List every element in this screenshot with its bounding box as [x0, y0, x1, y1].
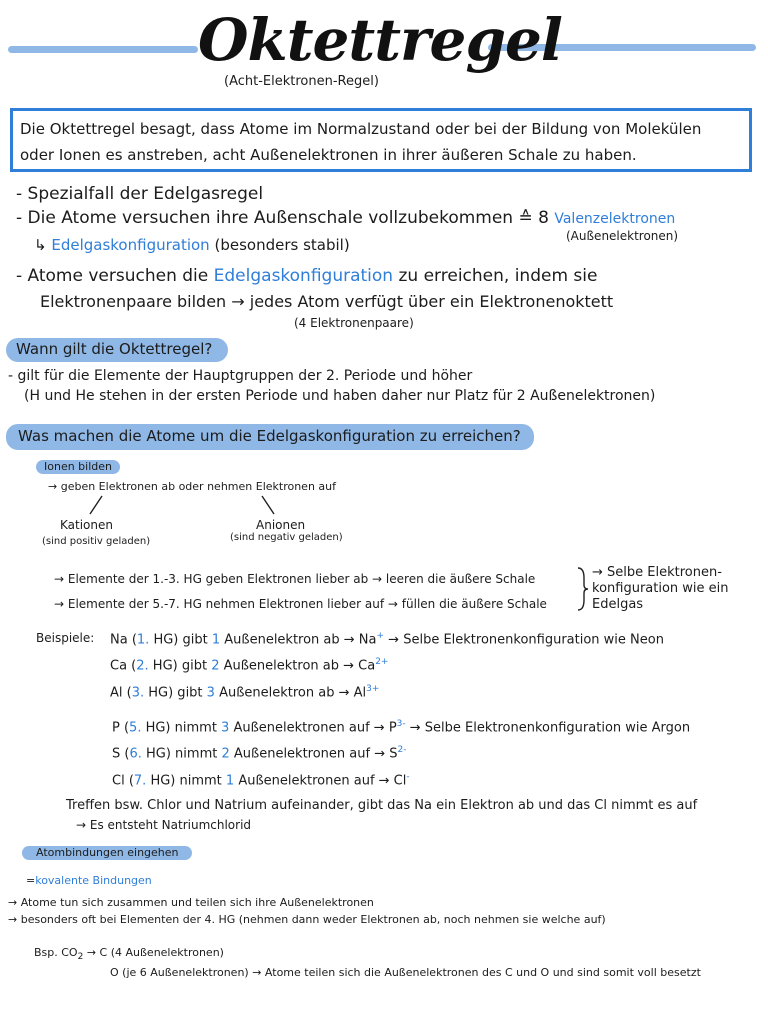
- example-note: → Selbe Elektronenkonfiguration wie Neon: [384, 632, 664, 648]
- example-count: 2: [221, 746, 230, 762]
- section-2-heading: Was machen die Atome um die Edelgaskonfiguration zu erreichen?: [18, 427, 521, 445]
- bonds-line-2: → besonders oft bei Elementen der 4. HG (nehmen dann weder Elektronen ab, noch nehmen sie welche auf): [8, 913, 606, 926]
- page-title: Oktettregel: [198, 6, 562, 74]
- section-1-line-2: (H und He stehen in der ersten Periode und haben daher nur Platz für 2 Außenelektronen): [24, 388, 656, 404]
- bonds-example-sub: 2: [77, 952, 84, 963]
- example-charge: 2+: [375, 657, 389, 667]
- point-2-valence: Valenzelektronen: [554, 211, 676, 227]
- point-3: [34, 236, 350, 254]
- point-3-arrow: ↳: [34, 236, 47, 254]
- example-verb: HG) gibt: [149, 632, 212, 648]
- example-count: 2: [211, 658, 220, 674]
- bonds-eq: =: [26, 874, 36, 887]
- example-element: P (: [112, 720, 130, 736]
- example-group: 1.: [136, 632, 150, 648]
- example-result: Außenelektron ab → Al: [214, 685, 367, 701]
- bonds-example-pre: Bsp. CO: [34, 946, 78, 959]
- example-count: 1: [211, 632, 221, 648]
- point-5: Elektronenpaare bilden → jedes Atom verfügt über ein Elektronenoktett: [40, 292, 614, 311]
- example-charge: +: [376, 631, 385, 641]
- example-row: [110, 631, 664, 647]
- example-element: Na (: [110, 632, 137, 648]
- bonds-line-1: → Atome tun sich zusammen und teilen sich ihre Außenelektronen: [8, 896, 374, 909]
- example-count: 3: [206, 685, 215, 701]
- example-result: Außenelektron ab → Ca: [219, 658, 376, 674]
- bonds-example-post: → C (4 Außenelektronen): [83, 946, 224, 959]
- point-4-edelgas: Edelgaskonfiguration: [213, 266, 394, 286]
- example-element: Cl (: [112, 773, 134, 789]
- example-group: 5.: [129, 720, 142, 736]
- bonds-example: [34, 946, 224, 962]
- example-element: S (: [112, 746, 130, 762]
- bonds-kovalent-text: kovalente Bindungen: [35, 874, 152, 887]
- example-row: [110, 657, 388, 673]
- anionen-label: Anionen: [256, 518, 306, 532]
- example-element: Ca (: [110, 658, 137, 674]
- example-result: Außenelektronen auf → Cl: [234, 773, 407, 789]
- example-count: 3: [221, 720, 230, 736]
- example-group: 6.: [129, 746, 142, 762]
- ions-rule-1: → Elemente der 1.-3. HG geben Elektronen lieber ab → leeren die äußere Schale: [54, 572, 536, 586]
- point-5-note: (4 Elektronenpaare): [294, 316, 414, 330]
- ions-brace: [576, 566, 590, 612]
- section-1-heading: Wann gilt die Oktettregel?: [16, 340, 213, 358]
- example-charge: 3-: [396, 719, 406, 729]
- point-1: - Spezialfall der Edelgasregel: [16, 184, 264, 204]
- bonds-label: Atombindungen eingehen: [36, 846, 179, 859]
- title-rule-left: [8, 46, 198, 53]
- examples-result: → Es entsteht Natriumchlorid: [76, 818, 252, 832]
- ions-desc: → geben Elektronen ab oder nehmen Elektronen auf: [48, 480, 336, 493]
- point-4-post: zu erreichen, indem sie: [398, 266, 598, 286]
- point-4-pre: - Atome versuchen die: [16, 266, 209, 286]
- point-3-stable: (besonders stabil): [214, 236, 350, 254]
- example-verb: HG) nimmt: [141, 720, 222, 736]
- example-group: 3.: [131, 685, 145, 701]
- example-verb: HG) nimmt: [141, 746, 222, 762]
- example-row: [112, 745, 406, 761]
- example-row: [110, 684, 379, 700]
- bonds-o-line: O (je 6 Außenelektronen) → Atome teilen sich die Außenelektronen des C und O und sind somit voll besetzt: [110, 966, 701, 979]
- section-1-line-1: - gilt für die Elemente der Hauptgruppen der 2. Periode und höher: [8, 368, 473, 384]
- example-result: Außenelektronen auf → P: [229, 720, 397, 736]
- ions-brace-note: → Selbe Elektronen- konfiguration wie ein Edelgas: [592, 565, 729, 612]
- bonds-kovalent: [26, 874, 152, 887]
- example-group: 2.: [136, 658, 149, 674]
- definition-line-1: Die Oktettregel besagt, dass Atome im Normalzustand oder bei der Bildung von Molekülen: [20, 120, 702, 138]
- examples-meet: Treffen bsw. Chlor und Natrium aufeinander, gibt das Na ein Elektron ab und das Cl nimmt es auf: [66, 798, 698, 813]
- example-note: → Selbe Elektronenkonfiguration wie Argon: [405, 720, 691, 736]
- example-charge: -: [406, 772, 410, 782]
- page-subtitle: (Acht-Elektronen-Regel): [224, 74, 379, 89]
- ions-label: Ionen bilden: [44, 460, 112, 473]
- example-row: [112, 772, 410, 788]
- examples-label: Beispiele:: [36, 631, 95, 645]
- example-verb: HG) gibt: [148, 658, 212, 674]
- anionen-note: (sind negativ geladen): [230, 532, 343, 543]
- example-group: 7.: [133, 773, 147, 789]
- kationen-label: Kationen: [60, 518, 113, 532]
- example-count: 1: [225, 773, 235, 789]
- point-2-note: (Außenelektronen): [566, 229, 679, 243]
- point-4: [16, 266, 597, 286]
- example-result: Außenelektronen auf → S: [229, 746, 398, 762]
- example-charge: 2-: [397, 745, 407, 755]
- example-result: Außenelektron ab → Na: [220, 632, 377, 648]
- example-verb: HG) gibt: [144, 685, 207, 701]
- point-3-edelgas: Edelgaskonfiguration: [51, 236, 210, 254]
- point-2-text: - Die Atome versuchen ihre Außenschale vollzubekommen ≙ 8: [16, 208, 549, 228]
- example-element: Al (: [110, 685, 132, 701]
- example-row: [112, 719, 690, 735]
- ions-branch-lines: [80, 494, 280, 518]
- point-2: [16, 208, 675, 228]
- definition-line-2: oder Ionen es anstreben, acht Außenelektronen in ihrer äußeren Schale zu haben.: [20, 146, 637, 164]
- kationen-note: (sind positiv geladen): [42, 536, 151, 547]
- example-verb: HG) nimmt: [146, 773, 226, 789]
- ions-rule-2: → Elemente der 5.-7. HG nehmen Elektronen lieber auf → füllen die äußere Schale: [54, 597, 547, 611]
- example-charge: 3+: [366, 684, 380, 694]
